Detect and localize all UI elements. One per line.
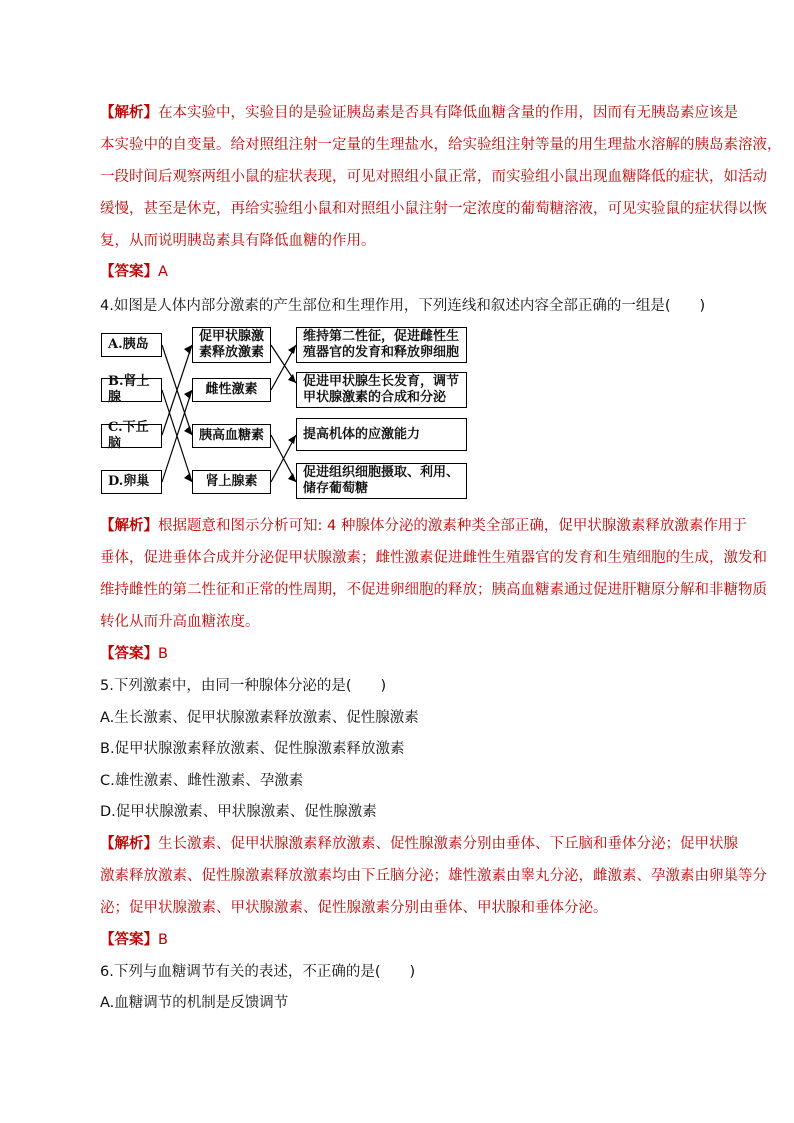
q5-analysis-line-1: 【解析】生长激素、促甲状腺激素释放激素、促性腺激素分别由垂体、下丘脑和垂体分泌；促甲状腺	[100, 836, 738, 852]
q4-analysis-line-3: 维持雌性的第二性征和正常的性周期，不促进卵细胞的释放；胰高血糖素通过促进肝糖原分解和非糖物质	[100, 582, 767, 598]
gland-pancreas: A.胰岛	[101, 333, 162, 357]
q3-analysis-line-2: 本实验中的自变量。给对照组注射一定量的生理盐水，给实验组注射等量的用生理盐水溶解的胰岛素溶液，	[100, 137, 782, 153]
q3-analysis-line-4: 缓慢，甚至是休克，再给实验组小鼠和对照组小鼠注射一定浓度的葡萄糖溶液，可见实验鼠的症状得以恢	[100, 201, 767, 217]
q5-option-a: A.生长激素、促甲状腺激素释放激素、促性腺激素	[100, 710, 419, 726]
hormone-trh: 促甲状腺激 素释放激素	[192, 327, 271, 363]
q4-analysis-line-2: 垂体，促进垂体合成并分泌促甲状腺激素；雌性激素促进雌性生殖器官的发育和生殖细胞的生成，激发和	[100, 550, 767, 566]
hormone-glucagon: 胰高血糖素	[192, 424, 271, 448]
effect-stress: 提高机体的应激能力	[296, 418, 467, 451]
gland-adrenal: B.肾上腺	[101, 378, 162, 402]
q4-answer: 【答案】B	[100, 646, 168, 662]
q4-analysis-line-1: 【解析】根据题意和图示分析可知: 4 种腺体分泌的激素种类全部正确，促甲状腺激素释放激素作用于	[100, 518, 747, 534]
q3-analysis-line-1: 【解析】在本实验中，实验目的是验证胰岛素是否具有降低血糖含量的作用，因而有无胰岛素应该是	[100, 105, 738, 121]
gland-ovary: D.卵巢	[101, 470, 162, 494]
effect-glucose: 促进组织细胞摄取、利用、 储存葡萄糖	[296, 463, 467, 499]
q5-analysis-line-3: 泌；促甲状腺激素、甲状腺激素、促性腺激素分别由垂体、甲状腺和垂体分泌。	[100, 900, 608, 916]
q6-option-a: A.血糖调节的机制是反馈调节	[100, 995, 289, 1011]
q5-answer: 【答案】B	[100, 932, 168, 948]
q5-stem: 5.下列激素中，由同一种腺体分泌的是( )	[100, 678, 387, 694]
q5-analysis-line-2: 激素释放激素、促性腺激素释放激素均由下丘脑分泌；雄性激素由睾丸分泌，雌激素、孕激素由卵巢等分	[100, 868, 767, 884]
hormone-estrogen: 雌性激素	[192, 378, 271, 402]
q5-option-b: B.促甲状腺激素释放激素、促性腺激素释放激素	[100, 741, 405, 757]
q4-analysis-line-4: 转化从而升高血糖浓度。	[100, 614, 260, 630]
q3-answer: 【答案】A	[100, 264, 168, 280]
gland-hypothalamus: C.下丘脑	[101, 424, 162, 448]
q6-stem: 6.下列与血糖调节有关的表述，不正确的是( )	[100, 964, 416, 980]
q5-option-d: D.促甲状腺激素、甲状腺激素、促性腺激素	[100, 804, 377, 820]
q5-analysis-tag: 【解析】	[100, 836, 158, 852]
q3-analysis-line-5: 复，从而说明胰岛素具有降低血糖的作用。	[100, 233, 376, 249]
q4-stem: 4.如图是人体内部分激素的产生部位和生理作用，下列连线和叙述内容全部正确的一组是( )	[100, 298, 706, 314]
q3-analysis-line-3: 一段时间后观察两组小鼠的症状表现，可见对照组小鼠正常，而实验组小鼠出现血糖降低的症状，如活动	[100, 169, 767, 185]
q4-analysis-tag: 【解析】	[100, 518, 158, 534]
hormone-epinephrine: 肾上腺素	[192, 470, 271, 494]
effect-sex-traits: 维持第二性征，促进雌性生 殖器官的发育和释放卵细胞	[296, 327, 467, 363]
q5-option-c: C.雄性激素、雌性激素、孕激素	[100, 773, 304, 789]
effect-thyroid: 促进甲状腺生长发育，调节 甲状腺激素的合成和分泌	[296, 372, 467, 408]
q3-analysis-tag: 【解析】	[100, 105, 158, 121]
